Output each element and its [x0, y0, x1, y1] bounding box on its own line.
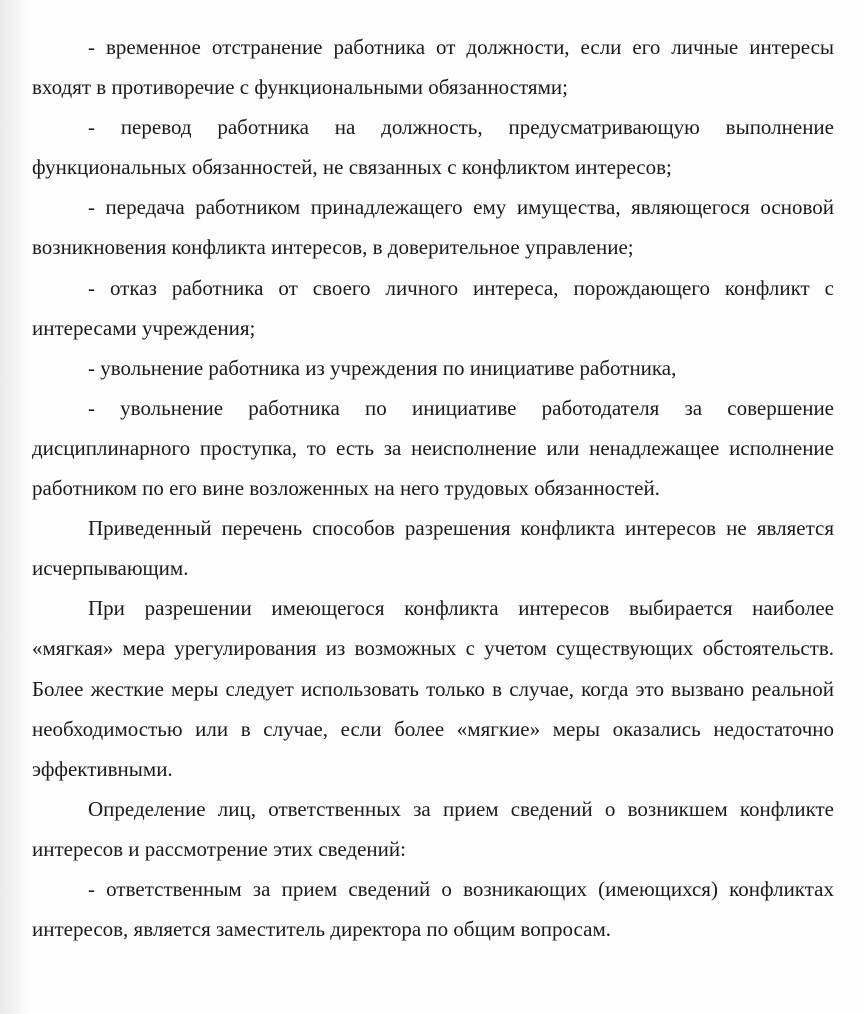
paragraph-responsible-persons: Определение лиц, ответственных за прием сведений о возникшем конфликте интересов и рассмотрение этих сведений: — [32, 796, 834, 861]
paragraph-soft-measures: При разрешении имеющегося конфликта интересов выбирается наиболее «мягкая» мера урегулирования из возможных с учетом существующих обстоятельств. Более жесткие меры следует использовать только в случае, когда это вызвано реальной необходимостью или в случае, если более «мягкие» меры оказались недостаточно эффективными. — [32, 596, 834, 781]
paragraph-suspension: - временное отстранение работника от должности, если его личные интересы входят в противоречие с функциональными обязанностями; — [32, 35, 834, 100]
document-body — [32, 27, 834, 949]
paragraph-refusal-interest: - отказ работника от своего личного интереса, порождающего конфликт с интересами учреждения; — [32, 275, 834, 340]
paragraph-dismissal-employer: - увольнение работника по инициативе работодателя за совершение дисциплинарного проступка, то есть за неисполнение или ненадлежащее исполнение работником по его вине возложенных на него трудовых обязанностей. — [32, 395, 834, 501]
scan-shadow — [0, 0, 30, 1014]
paragraph-dismissal-employee: - увольнение работника из учреждения по инициативе работника, — [88, 355, 677, 380]
paragraph-transfer: - перевод работника на должность, предусматривающую выполнение функциональных обязанностей, не связанных с конфликтом интересов; — [32, 115, 834, 180]
paragraph-trust-management: - передача работником принадлежащего ему имущества, являющегося основой возникновения конфликта интересов, в доверительное управление; — [32, 195, 834, 260]
paragraph-list-not-exhaustive: Приведенный перечень способов разрешения конфликта интересов не является исчерпывающим. — [32, 516, 834, 581]
paragraph-deputy-director: - ответственным за прием сведений о возникающих (имеющихся) конфликтах интересов, является заместитель директора по общим вопросам. — [32, 876, 834, 942]
